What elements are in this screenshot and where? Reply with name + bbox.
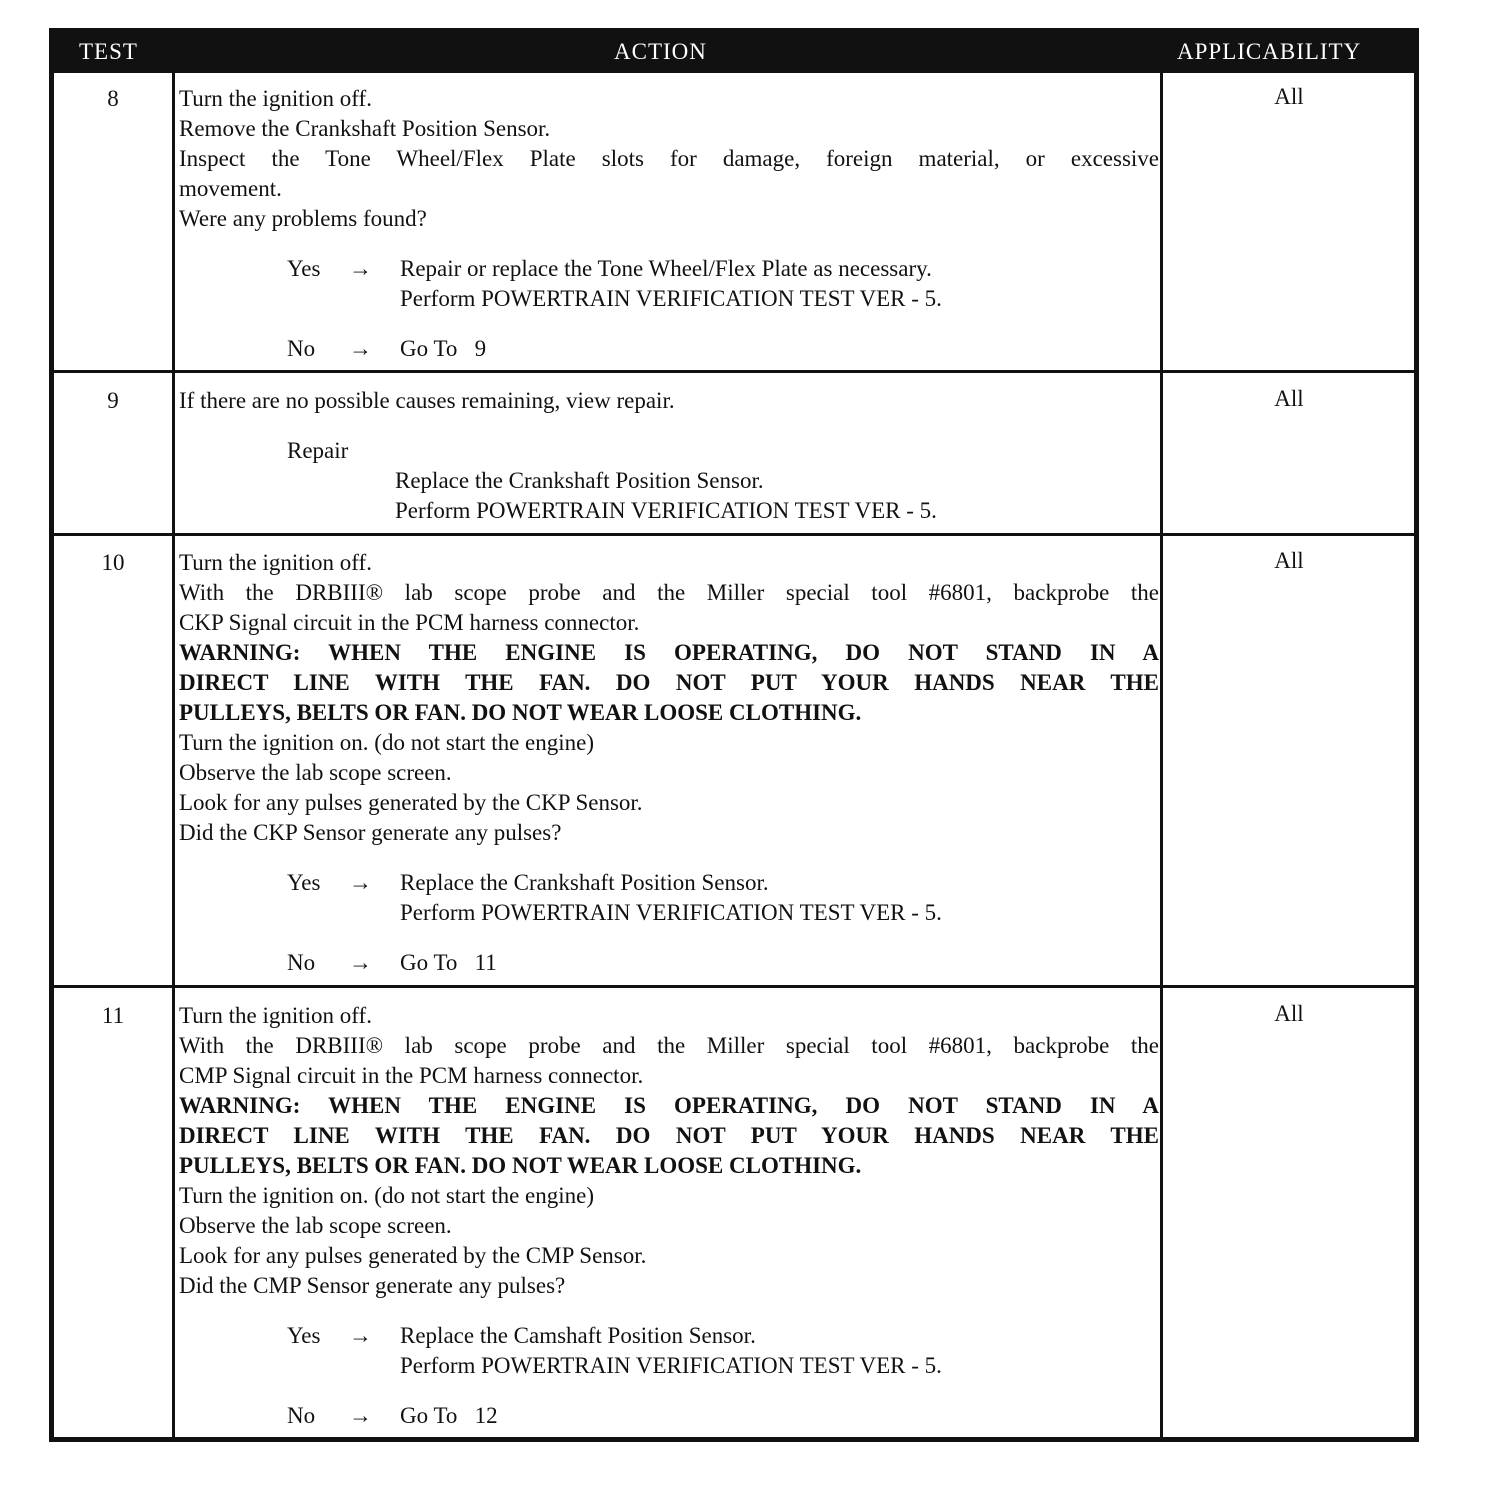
arrow-icon: → (349, 1323, 372, 1348)
repair-line: Perform POWERTRAIN VERIFICATION TEST VER - 5. (395, 498, 937, 523)
action-line: Turn the ignition off. (179, 86, 372, 111)
header-action: ACTION (614, 39, 707, 64)
action-line: Look for any pulses generated by the CKP Sensor. (179, 790, 643, 815)
test-number: 8 (107, 86, 119, 111)
row-divider (54, 533, 1414, 536)
arrow-icon: → (349, 256, 372, 281)
column-divider (1160, 73, 1163, 1442)
warning-line: PULLEYS, BELTS OR FAN. DO NOT WEAR LOOSE CLOTHING. (179, 1153, 862, 1178)
arrow-icon: → (349, 870, 372, 895)
action-line: Turn the ignition on. (do not start the engine) (179, 1183, 595, 1208)
no-label: No (287, 950, 316, 975)
action-line: Turn the ignition off. (179, 1003, 372, 1028)
arrow-icon: → (349, 336, 372, 361)
action-line: Turn the ignition on. (do not start the engine) (179, 730, 595, 755)
repair-line: Replace the Crankshaft Position Sensor. (395, 468, 764, 493)
action-line: Inspect the Tone Wheel/Flex Plate slots for damage, foreign material, or excessive (179, 146, 1159, 171)
action-cell (179, 386, 1159, 526)
arrow-icon: → (349, 950, 372, 975)
warning-line: DIRECT LINE WITH THE FAN. DO NOT PUT YOUR HANDS NEAR THE (179, 1123, 1159, 1148)
action-line: Look for any pulses generated by the CMP Sensor. (179, 1243, 647, 1268)
header-test: TEST (79, 39, 138, 64)
test-number: 9 (107, 388, 119, 413)
action-line: If there are no possible causes remaining, view repair. (179, 388, 675, 413)
no-text: Go To 12 (400, 1403, 498, 1428)
action-line: Observe the lab scope screen. (179, 760, 452, 785)
yes-text: Perform POWERTRAIN VERIFICATION TEST VER - 5. (400, 1353, 942, 1378)
applicability-value: All (1274, 386, 1304, 411)
repair-label: Repair (287, 438, 349, 463)
yes-response (179, 254, 1159, 284)
yes-response (179, 868, 1159, 898)
table-header (54, 33, 1414, 73)
action-line: Did the CKP Sensor generate any pulses? (179, 820, 562, 845)
no-response (179, 1401, 1159, 1431)
action-cell (179, 84, 1159, 364)
no-label: No (287, 1403, 316, 1428)
row-divider (54, 370, 1414, 373)
action-cell (179, 548, 1159, 978)
yes-response (179, 1321, 1159, 1351)
action-line: With the DRBIII® lab scope probe and the Miller special tool #6801, backprobe the (179, 580, 1159, 605)
yes-label: Yes (287, 1323, 321, 1348)
no-response (179, 334, 1159, 364)
arrow-icon: → (349, 1403, 372, 1428)
action-line: CMP Signal circuit in the PCM harness connector. (179, 1063, 644, 1088)
yes-text: Replace the Crankshaft Position Sensor. (400, 870, 769, 895)
column-divider (172, 73, 175, 1442)
no-label: No (287, 336, 316, 361)
action-line: Did the CMP Sensor generate any pulses? (179, 1273, 566, 1298)
yes-text: Perform POWERTRAIN VERIFICATION TEST VER - 5. (400, 900, 942, 925)
test-action-table (49, 28, 1419, 1442)
action-line: Remove the Crankshaft Position Sensor. (179, 116, 551, 141)
action-line: Were any problems found? (179, 206, 427, 231)
no-response (179, 948, 1159, 978)
row-divider (54, 985, 1414, 988)
applicability-value: All (1274, 84, 1304, 109)
action-line: Observe the lab scope screen. (179, 1213, 452, 1238)
applicability-value: All (1274, 548, 1304, 573)
no-text: Go To 11 (400, 950, 497, 975)
action-line: Turn the ignition off. (179, 550, 372, 575)
test-number: 10 (101, 550, 125, 575)
no-text: Go To 9 (400, 336, 487, 361)
yes-label: Yes (287, 256, 321, 281)
test-number: 11 (101, 1003, 125, 1028)
warning-line: DIRECT LINE WITH THE FAN. DO NOT PUT YOUR HANDS NEAR THE (179, 670, 1159, 695)
action-line: With the DRBIII® lab scope probe and the Miller special tool #6801, backprobe the (179, 1033, 1159, 1058)
action-cell (179, 1001, 1159, 1431)
yes-text: Perform POWERTRAIN VERIFICATION TEST VER - 5. (400, 286, 942, 311)
yes-text: Repair or replace the Tone Wheel/Flex Plate as necessary. (400, 256, 932, 281)
warning-line: WARNING: WHEN THE ENGINE IS OPERATING, DO NOT STAND IN A (179, 1093, 1159, 1118)
warning-line: WARNING: WHEN THE ENGINE IS OPERATING, DO NOT STAND IN A (179, 640, 1159, 665)
yes-label: Yes (287, 870, 321, 895)
applicability-value: All (1274, 1001, 1304, 1026)
yes-text: Replace the Camshaft Position Sensor. (400, 1323, 756, 1348)
warning-line: PULLEYS, BELTS OR FAN. DO NOT WEAR LOOSE CLOTHING. (179, 700, 862, 725)
action-line: CKP Signal circuit in the PCM harness connector. (179, 610, 640, 635)
action-line: movement. (179, 176, 282, 201)
header-applicability: APPLICABILITY (1177, 39, 1362, 64)
